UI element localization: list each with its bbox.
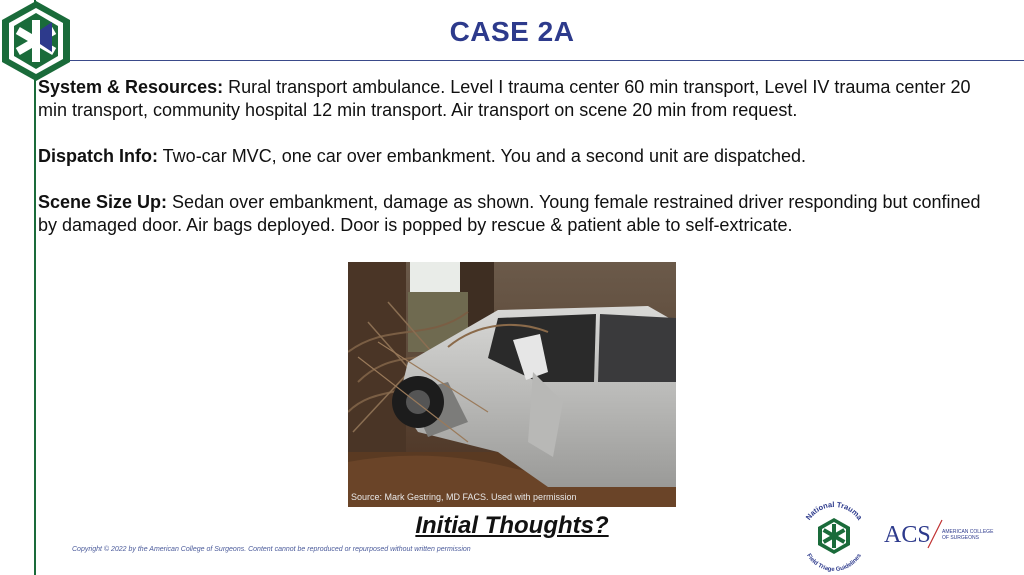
crash-scene-illustration	[348, 262, 676, 507]
dispatch-info-label: Dispatch Info:	[38, 146, 158, 166]
initial-thoughts-prompt: Initial Thoughts?	[415, 512, 609, 539]
left-border-line	[34, 0, 36, 575]
case-description	[38, 76, 998, 260]
dispatch-info-text: Two-car MVC, one car over embankment. You and a second unit are dispatched.	[158, 146, 807, 166]
system-resources-paragraph	[38, 76, 998, 122]
acs-logo-line1: AMERICAN COLLEGE	[942, 529, 994, 535]
ntfg-bottom-text: Field Triage Guidelines	[805, 552, 863, 572]
ntfg-top-text: National Trauma	[803, 500, 865, 522]
scene-size-up-paragraph	[38, 191, 998, 237]
system-resources-label: System & Resources:	[38, 77, 224, 97]
slide-title: CASE 2A	[449, 16, 575, 47]
header-divider	[34, 60, 1024, 61]
scene-size-up-text: Sedan over embankment, damage as shown. Young female restrained driver responding but confined by damaged door. Air bags deployed. Door is popped by rescue & patient able to self-extricate.	[38, 192, 981, 235]
acs-logo-line2: OF SURGEONS	[942, 535, 979, 541]
copyright-notice: Copyright © 2022 by the American College of Surgeons. Content cannot be reproduced or repurposed without written permission	[72, 546, 471, 553]
american-college-of-surgeons-logo-icon	[884, 516, 996, 552]
crashed-sedan-photo	[348, 262, 676, 507]
photo-source-caption: Source: Mark Gestring, MD FACS. Used with permission	[351, 492, 577, 502]
system-resources-text: Rural transport ambulance. Level I trauma center 60 min transport, Level IV trauma center 20 min transport, community hospital 12 min transport. Air transport on scene 20 min from request.	[38, 77, 971, 120]
scene-size-up-label: Scene Size Up:	[38, 192, 168, 212]
dispatch-info-paragraph	[38, 145, 998, 168]
svg-text:Field Triage Guidelines	[805, 552, 863, 572]
acs-logo-mark: ACS	[884, 522, 931, 548]
national-trauma-field-triage-logo-icon	[797, 500, 871, 572]
